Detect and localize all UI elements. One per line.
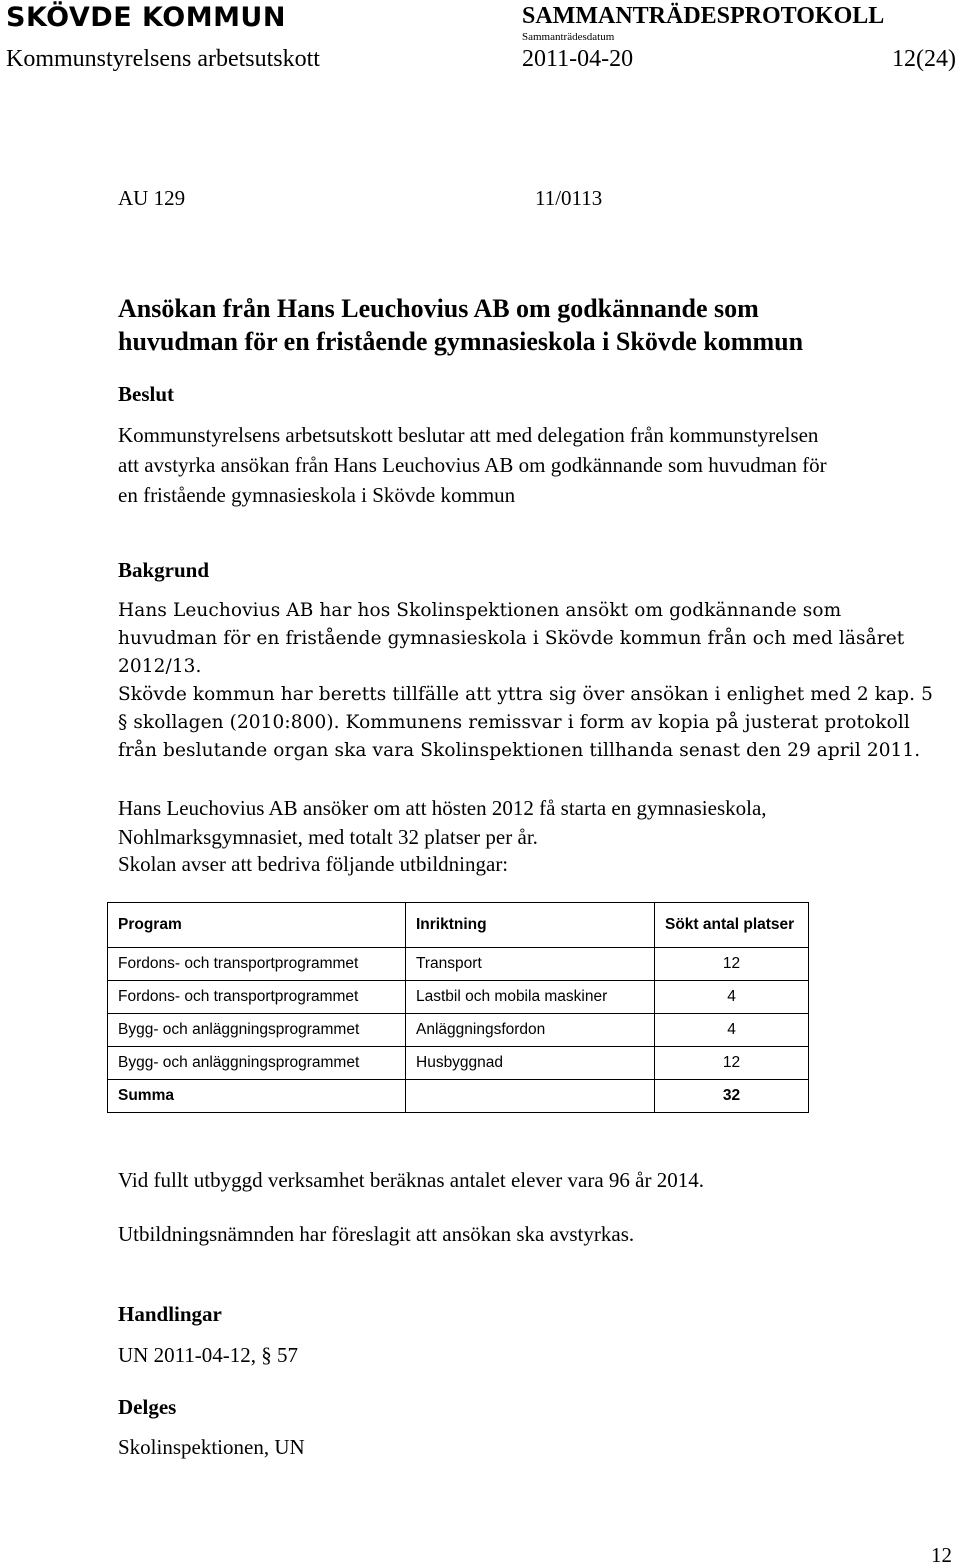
bakgrund-line: § skollagen (2010:800). Kommunens remissvar i form av kopia på justerat protokoll: [118, 712, 910, 733]
cell-program: Fordons- och transportprogrammet: [108, 948, 406, 981]
cell-platser: 12: [655, 948, 809, 981]
column-header-inriktning: Inriktning: [406, 903, 655, 948]
delges-text: Skolinspektionen, UN: [118, 1435, 305, 1459]
bakgrund-line: Nohlmarksgymnasiet, med totalt 32 platser per år.: [118, 825, 538, 849]
handlingar-heading: Handlingar: [118, 1302, 222, 1326]
bakgrund-line: Hans Leuchovius AB har hos Skolinspektionen ansökt om godkännande som: [118, 600, 842, 621]
bakgrund-line: huvudman för en fristående gymnasieskola i Skövde kommun från och med läsåret: [118, 628, 905, 649]
handlingar-text: UN 2011-04-12, § 57: [118, 1343, 299, 1367]
column-header-platser: Sökt antal platser: [655, 903, 809, 948]
beslut-line: att avstyrka ansökan från Hans Leuchovius AB om godkännande som huvudman för: [118, 453, 827, 477]
document-title-line-1: Ansökan från Hans Leuchovius AB om godkännande som: [118, 294, 759, 323]
bakgrund-line: Skolan avser att bedriva följande utbildningar:: [118, 852, 509, 876]
table-row: [108, 1014, 809, 1047]
bakgrund-heading: Bakgrund: [118, 558, 210, 582]
table-row: [108, 981, 809, 1014]
bakgrund-line: 2012/13.: [118, 656, 202, 677]
cell-platser: 4: [655, 981, 809, 1014]
beslut-line: en fristående gymnasieskola i Skövde kommun: [118, 483, 516, 507]
cell-platser: 4: [655, 1014, 809, 1047]
beslut-line: Kommunstyrelsens arbetsutskott beslutar att med delegation från kommunstyrelsen: [118, 423, 819, 447]
document-title-line-2: huvudman för en fristående gymnasieskola i Skövde kommun: [118, 327, 804, 356]
table-row: [108, 948, 809, 981]
total-label: Summa: [108, 1080, 406, 1113]
total-empty-cell: [406, 1080, 655, 1113]
column-header-program: Program: [108, 903, 406, 948]
table-row: [108, 1047, 809, 1080]
programs-table: [107, 902, 809, 1113]
paragraph-reference: AU 129: [118, 186, 186, 210]
committee-name: Kommunstyrelsens arbetsutskott: [6, 46, 320, 72]
protocol-title: SAMMANTRÄDESPROTOKOLL: [522, 3, 885, 29]
table-total-row: [108, 1080, 809, 1113]
total-value: 32: [655, 1080, 809, 1113]
cell-inriktning: Husbyggnad: [406, 1047, 655, 1080]
page-indicator: 12(24): [892, 46, 956, 72]
beslut-heading: Beslut: [118, 382, 175, 406]
closing-line-2: Utbildningsnämnden har föreslagit att ansökan ska avstyrkas.: [118, 1222, 635, 1246]
municipality-logo: SKÖVDE KOMMUN: [6, 2, 286, 33]
cell-inriktning: Anläggningsfordon: [406, 1014, 655, 1047]
cell-program: Fordons- och transportprogrammet: [108, 981, 406, 1014]
delges-heading: Delges: [118, 1395, 177, 1419]
cell-platser: 12: [655, 1047, 809, 1080]
cell-program: Bygg- och anläggningsprogrammet: [108, 1014, 406, 1047]
bakgrund-line: Hans Leuchovius AB ansöker om att hösten 2012 få starta en gymnasieskola,: [118, 796, 767, 820]
cell-program: Bygg- och anläggningsprogrammet: [108, 1047, 406, 1080]
cell-inriktning: Transport: [406, 948, 655, 981]
cell-inriktning: Lastbil och mobila maskiner: [406, 981, 655, 1014]
bakgrund-line: Skövde kommun har beretts tillfälle att yttra sig över ansökan i enlighet med 2 kap. 5: [118, 684, 933, 705]
case-number: 11/0113: [535, 186, 603, 210]
closing-line-1: Vid fullt utbyggd verksamhet beräknas antalet elever vara 96 år 2014.: [118, 1168, 704, 1192]
table-header-row: [108, 903, 809, 948]
footer-page-number: 12: [931, 1543, 952, 1567]
bakgrund-line: från beslutande organ ska vara Skolinspektionen tillhanda senast den 29 april 2011.: [118, 740, 921, 761]
meeting-date: 2011-04-20: [522, 46, 634, 72]
meeting-date-label: Sammanträdesdatum: [522, 31, 615, 43]
